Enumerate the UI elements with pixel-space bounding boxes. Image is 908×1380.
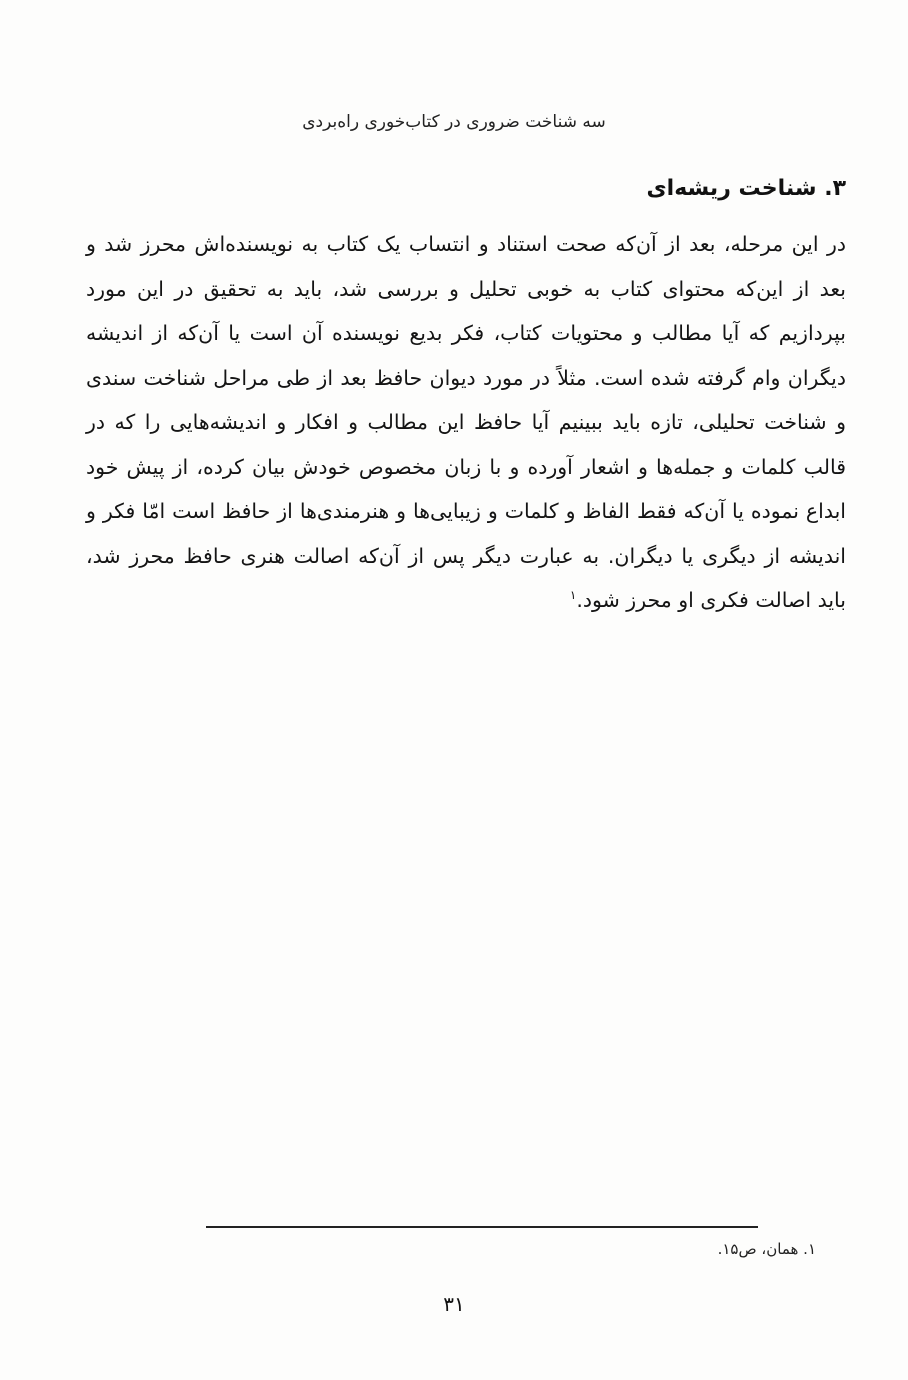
footnote: ۱. همان، ص۱۵.	[717, 1240, 816, 1258]
page-number: ۳۱	[443, 1292, 465, 1316]
running-header: سه شناخت ضروری در کتاب‌خوری راه‌بردی	[302, 112, 606, 132]
body-paragraph	[86, 222, 846, 623]
section-heading: ۳. شناخت ریشه‌ای	[646, 176, 846, 201]
footnote-reference: ۱	[569, 588, 577, 603]
paragraph-text: در این مرحله، بعد از آن‌که صحت استناد و انتساب یک کتاب به نویسنده‌اش محرز شد و بعد از این‌که محتوای کتاب به خوبی تحلیل و بررسی شد، باید به تحقیق در این مورد بپردازیم که آیا مطالب و محتویات کتاب، فکر بدیع نویسنده آن است یا آن‌که از اندیشه دیگران وام گرفته شده است. مثلاً در مورد دیوان حافظ بعد از طی مراحل شناخت سندی و شناخت تحلیلی، تازه باید ببینیم آیا حافظ این مطالب و افکار و اندیشه‌هایی را که در قالب کلمات و جمله‌ها و اشعار آورده و با زبان مخصوص خودش بیان کرده، از پیش خود ابداع نموده یا آن‌که فقط الفاظ و کلمات و زیبایی‌ها و هنرمندی‌ها از حافظ است امّا فکر و اندیشه از دیگری یا دیگران. به عبارت دیگر پس از آن‌که اصالت هنری حافظ محرز شد، باید اصالت فکری او محرز شود.	[86, 232, 846, 612]
footnote-divider	[206, 1226, 758, 1228]
